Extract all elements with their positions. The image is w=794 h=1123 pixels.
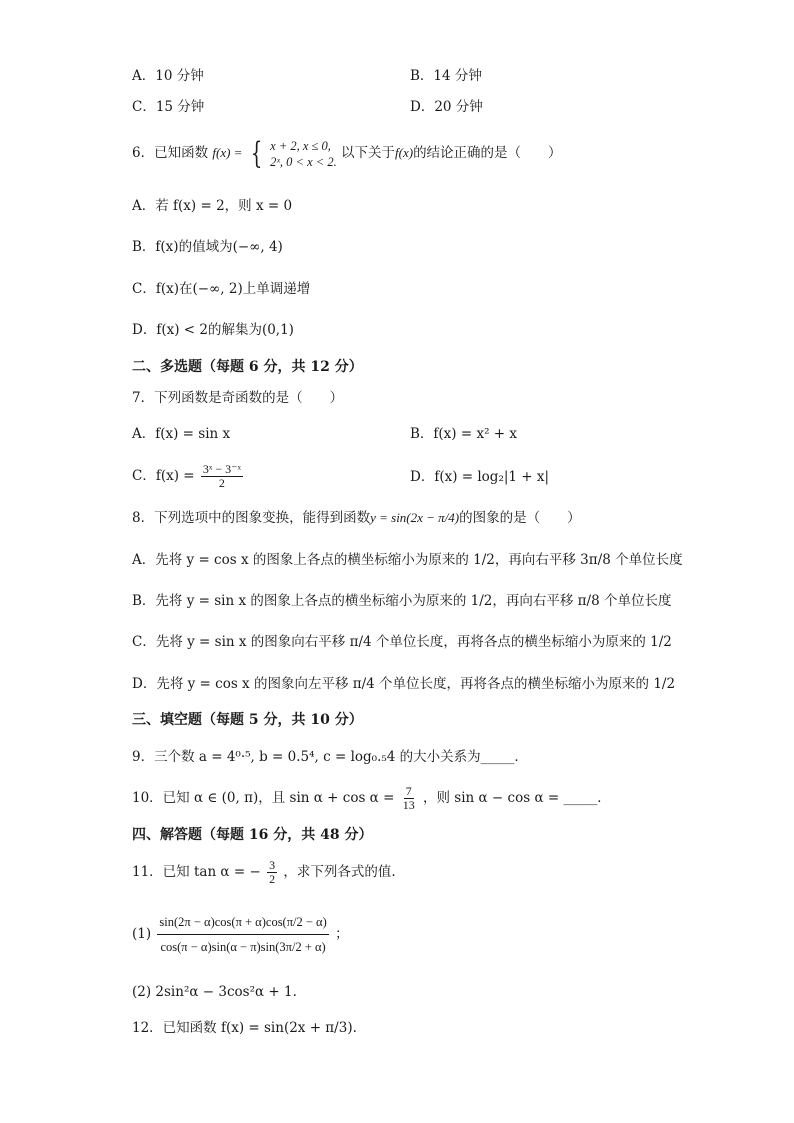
q8-stem-prefix: 8．下列选项中的图象变换，能得到函数 bbox=[132, 510, 371, 526]
q11-part-1-denominator: cos(π − α)sin(α − π)sin(3π/2 + α) bbox=[160, 940, 326, 954]
q11-part-2: (2) 2sin²α − 3cos²α + 1. bbox=[132, 984, 297, 1000]
q6-brace: { bbox=[250, 135, 263, 171]
q8-option-c: C．先将 y = sin x 的图象向右平移 π/4 个单位长度，再将各点的横坐标缩小为原来的 1/2 bbox=[132, 634, 672, 650]
q7-c-numerator: 3ˣ − 3⁻ˣ bbox=[202, 462, 241, 476]
q11-prefix: 11．已知 tan α = − bbox=[132, 864, 261, 880]
q5-option-b: B．14 分钟 bbox=[410, 68, 482, 84]
q6-stem bbox=[132, 135, 562, 171]
q6-option-c: C．f(x)在(−∞, 2)上单调递增 bbox=[132, 281, 311, 297]
q5-option-a: A．10 分钟 bbox=[132, 68, 204, 84]
q6-option-b: B．f(x)的值域为(−∞, 4) bbox=[132, 239, 283, 255]
q7-option-b: B．f(x) = x² + x bbox=[410, 426, 517, 442]
q6-case-1: x + 2, x ≤ 0, bbox=[270, 138, 331, 153]
q7-option-d: D．f(x) = log₂|1 + x| bbox=[410, 469, 550, 485]
q6-suffix: 以下关于 bbox=[341, 145, 396, 161]
q5-option-c: C．15 分钟 bbox=[132, 99, 205, 115]
q7-stem: 7．下列函数是奇函数的是（ ） bbox=[132, 390, 344, 406]
q8-option-a: A．先将 y = cos x 的图象上各点的横坐标缩小为原来的 1/2，再向右平移 3π/8 个单位长度 bbox=[132, 552, 683, 568]
q6-option-d: D．f(x) < 2的解集为(0,1) bbox=[132, 322, 294, 338]
q10-text bbox=[132, 780, 611, 816]
q11-numerator: 3 bbox=[269, 858, 276, 872]
q11-part-1-fraction bbox=[157, 910, 328, 959]
q7-option-a: A．f(x) = sin x bbox=[132, 426, 231, 442]
q9-text: 9．三个数 a = 4⁰·⁵, b = 0.5⁴, c = log₀.₅4 的大小关系为_____． bbox=[132, 749, 528, 765]
q7-option-c-fraction bbox=[201, 463, 243, 490]
q11-suffix: ，求下列各式的值. bbox=[283, 864, 396, 880]
q10-denominator: 13 bbox=[402, 798, 415, 812]
q7-option-c bbox=[132, 458, 245, 494]
q10-prefix: 10．已知 α ∈ (0, π)，且 sin α + cos α = bbox=[132, 790, 395, 806]
q10-suffix: ，则 sin α − cos α = _____． bbox=[423, 790, 611, 806]
q11-fraction bbox=[267, 859, 277, 886]
q8-stem bbox=[132, 508, 581, 528]
q6-fx: f(x) bbox=[395, 145, 414, 160]
q6-piecewise bbox=[270, 138, 337, 170]
q12-text: 12．已知函数 f(x) = sin(2x + π/3). bbox=[132, 1020, 357, 1036]
q11-part-1-label: (1) bbox=[132, 926, 152, 942]
q7-c-denominator: 2 bbox=[218, 476, 225, 490]
q10-numerator: 7 bbox=[405, 784, 412, 798]
q6-option-a: A．若 f(x) = 2，则 x = 0 bbox=[132, 198, 293, 214]
q11-part-1-end: ； bbox=[335, 926, 349, 942]
q11-part-1 bbox=[132, 906, 349, 962]
q8-option-b: B．先将 y = sin x 的图象上各点的横坐标缩小为原来的 1/2，再向右平移 π/8 个单位长度 bbox=[132, 593, 672, 609]
q8-option-d: D．先将 y = cos x 的图象向左平移 π/4 个单位长度，再将各点的横坐标缩小为原来的 1/2 bbox=[132, 676, 676, 692]
section-4-title: 四、解答题（每题 16 分，共 48 分） bbox=[132, 827, 373, 843]
q6-case-2: 2ˣ, 0 < x < 2. bbox=[270, 154, 337, 169]
q11-part-1-numerator: sin(2π − α)cos(π + α)cos(π/2 − α) bbox=[157, 910, 328, 935]
q6-fx-label: f(x) = bbox=[212, 145, 243, 160]
q6-prefix: 6．已知函数 bbox=[132, 145, 209, 161]
q10-fraction bbox=[401, 785, 417, 812]
section-3-title: 三、填空题（每题 5 分，共 10 分） bbox=[132, 712, 363, 728]
q11-stem bbox=[132, 854, 396, 890]
q6-suffix2: 的结论正确的是（ ） bbox=[413, 145, 562, 161]
q8-stem-suffix: 的图象的是（ ） bbox=[459, 510, 581, 526]
section-2-title: 二、多选题（每题 6 分，共 12 分） bbox=[132, 359, 363, 375]
q5-option-d: D．20 分钟 bbox=[410, 99, 483, 115]
q7-option-c-prefix: C．f(x) = bbox=[132, 468, 195, 484]
q8-stem-func: y = sin(2x − π/4) bbox=[370, 510, 460, 525]
q11-denominator: 2 bbox=[269, 872, 276, 886]
